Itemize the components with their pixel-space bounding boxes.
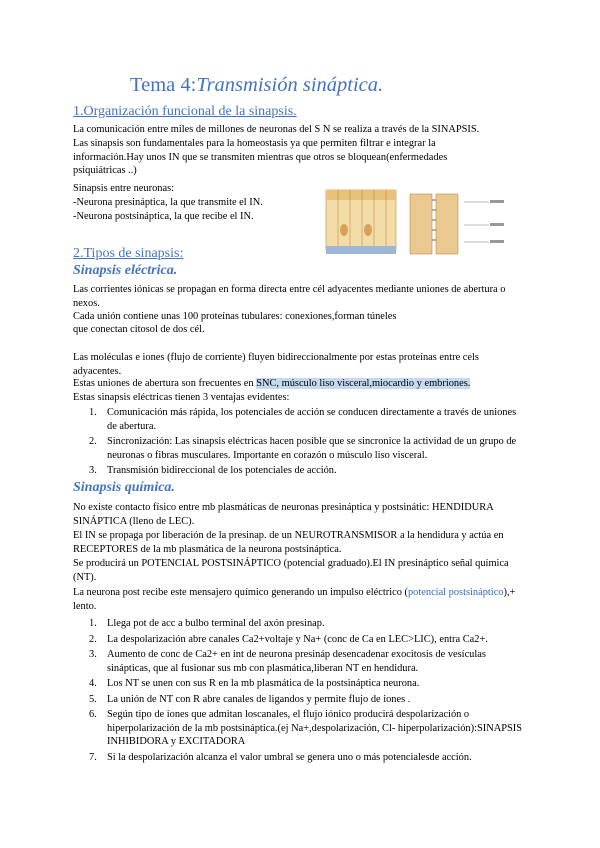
electric-paragraph1: Las corrientes iónicas se propagan en forma directa entre cél adyacentes mediante uniones de abertura o nexos. [73,284,506,309]
epithelium-cells [326,190,396,254]
list-item: 7. Si la despolarización alcanza el valor umbral se genera uno o más potencialesde acción. [89,751,472,763]
electric-line2: que conectan citosol de dos cél. [73,324,205,335]
s1-paragraph1: La comunicación entre miles de millones de neuronas del S N se realiza a través de la SINAPSIS. [73,124,480,135]
list-item: 2. Sincronización: Las sinapsis eléctricas hacen posible que se sincronice la actividad de un grupo de neuronas o fibras musculares. Importante en corazón o músculo liso visceral. [89,436,517,461]
synapse-illustration [314,180,514,270]
list-item: 4. Los NT se unen con sus R en la mb plasmática de la postsináptica neurona. [89,678,420,689]
chemical-steps-list [73,617,528,764]
chemical-paragraph3: Se producirá un POTENCIAL POSTSINÁPTICO (potencial graduado).El IN presináptico señal química (NT). [73,558,509,583]
electric-line1: Cada unión contiene unas 100 proteínas tubulares: conexiones,forman túneles [73,311,397,322]
electric-paragraph4: Estas sinapsis eléctricas tienen 3 ventajas evidentes: [73,392,290,403]
list-item: 1. Comunicación más rápida, los potenciales de acción se conducen directamente a través de uniones de abertura. [89,407,517,432]
electric-paragraph3 [73,378,470,389]
chemical-paragraph1: No existe contacto físico entre mb plasmáticas de neuronas presináptica y postsinátic: HENDIDURA SINÁPTICA (lleno de LEC). [73,502,494,527]
s1-line1: Sinapsis entre neuronas: [73,183,174,194]
electric-synapse-heading: Sinapsis eléctrica. [73,263,178,278]
highlighted-text: SNC, músculo liso visceral,miocardio y embriones. [256,378,471,389]
list-item: 1. Llega pot de acc a bulbo terminal del axón presinap. [89,618,325,629]
postsynaptic-potential-term: potencial postsináptico [407,587,504,598]
chemical-paragraph2: El IN se propaga por liberación de la presinap. de un NEUROTRANSMISOR a la hendidura y actúa en RECEPTORES de la mb plasmática de la neurona postsináptica. [73,530,504,555]
list-item: 6. Según tipo de iones que admitan loscanales, el flujo iónico producirá despolarización o hiperpolarización de la mb postsináptica.(ej Na+,despolarización, Cl- hiperpolarización):SINAPSIS INHIBIDORA y EXCITADORA [89,709,523,747]
section1-heading: 1.Organización funcional de la sinapsis. [73,104,297,119]
section2-heading: 2.Tipos de sinapsis: [73,246,184,261]
list-item: 3. Transmisión bidireccional de los potenciales de acción. [89,465,337,476]
title-prefix: Tema 4: [130,74,197,96]
s1-line2: -Neurona presináptica, la que transmite el IN. [73,197,263,208]
s1-line3: -Neurona postsináptica, la que recibe el IN. [73,211,254,222]
chemical-paragraph4: La neurona post recibe este mensajero químico generando un impulso eléctrico (potencial postsináptico),+ lento. [73,587,516,612]
list-item: 5. La unión de NT con R abre canales de ligandos y permite flujo de iones . [89,693,411,705]
page-title [130,74,383,97]
electric-advantages-list [73,406,528,478]
s1-paragraph2: Las sinapsis son fundamentales para la homeostasis ya que permiten filtrar e integrar la información.Hay unos IN que se transmiten mientras que otros se bloquean(enfermedades psiquiátricas ..) [73,138,448,176]
electric-paragraph2: Las moléculas e iones (flujo de corriente) fluyen bidireccionalmente por estas proteínas entre cels adyacentes. [73,352,479,377]
electric-p3-text: Estas uniones de abertura son frecuentes en [73,378,257,389]
list-item: 3. Aumento de conc de Ca2+ en int de neurona presináp desencadenar exocitosis de vesículas sinápticas, que al fusionar sus mb con plasmática,liberan NT en hendidura. [89,649,486,674]
list-item: 2. La despolarización abre canales Ca2+voltaje y Na+ (conc de Ca en LEC>LIC), entra Ca2+. [89,633,488,645]
chemical-synapse-heading: Sinapsis química. [73,480,175,495]
title-italic: Transmisión sináptica. [196,74,384,96]
